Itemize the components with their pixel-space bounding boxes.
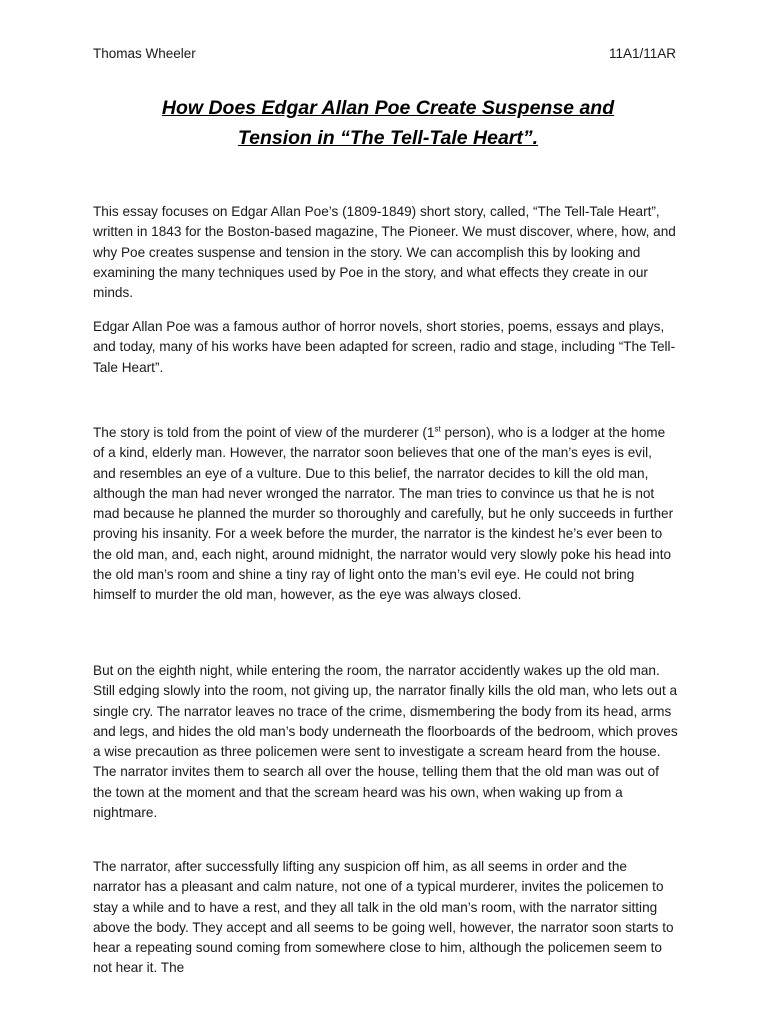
superscript-ordinal: st <box>434 424 441 434</box>
essay-title-line-2: Tension in “The Tell-Tale Heart”. <box>237 127 539 149</box>
essay-title <box>93 93 683 153</box>
paragraph-policemen <box>93 857 678 979</box>
essay-title-line-1: How Does Edgar Allan Poe Create Suspense and <box>161 97 615 119</box>
paragraph-text: Edgar Allan Poe was a famous author of horror novels, short stories, poems, essays and plays, and today, many of his works have been adapted for screen, radio and stage, including “The Tell-Tale Heart”. <box>93 319 676 375</box>
page-header <box>93 45 676 63</box>
paragraph-story-summary <box>93 423 678 606</box>
paragraph-text: This essay focuses on Edgar Allan Poe’s (1809-1849) short story, called, “The Tell-Tale Heart”, written in 1843 for the Boston-based magazine, The Pioneer. We must discover, where, how, and why Poe creates suspense and tension in the story. We can accomplish this by looking and examining the many techniques used by Poe in the story, and what effects they create in our minds. <box>93 204 676 301</box>
class-code: 11A1/11AR <box>608 46 676 61</box>
paragraph-author-background <box>93 317 678 378</box>
paragraph-text-part: person), who is a lodger at the home of a kind, elderly man. However, the narrator soon believes that one of the man’s eyes is evil, and resembles an eye of a vulture. Due to this belief, the narrator decides to kill the old man, although the man had never wronged the narrator. The man tries to convince us that he is not mad because he planned the murder so thoroughly and carefully, but he only succeeds in further proving his insanity. For a week before the murder, the narrator is the kindest he’s ever been to the old man, and, each night, around midnight, the narrator would very slowly poke his head into the old man’s room and shine a tiny ray of light onto the man’s evil eye. He could not bring himself to murder the old man, however, as the eye was always closed. <box>93 425 674 603</box>
paragraph-text <box>93 423 678 606</box>
paragraph-intro <box>93 202 678 303</box>
paragraph-text: The narrator, after successfully lifting any suspicion off him, as all seems in order and the narrator has a pleasant and calm nature, not one of a typical murderer, invites the policemen to stay a while and to have a rest, and they all talk in the old man’s room, with the narrator sitting above the body. They accept and all seems to be going well, however, the narrator soon starts to hear a repeating sound coming from somewhere close to him, although the policemen seem to not hear it. The <box>93 859 674 976</box>
paragraph-text: But on the eighth night, while entering the room, the narrator accidently wakes up the old man. Still edging slowly into the room, not giving up, the narrator finally kills the old man, who lets out a single cry. The narrator leaves no trace of the crime, dismembering the body from its head, arms and legs, and hides the old man’s body underneath the floorboards of the bedroom, which proves a wise precaution as three policemen were sent to investigate a scream heard from the house. The narrator invites them to search all over the house, telling them that the old man was out of the town at the moment and that the scream heard was his own, when waking up from a nightmare. <box>93 663 678 821</box>
author-name: Thomas Wheeler <box>93 46 196 61</box>
paragraph-text-part: The story is told from the point of view of the murderer (1 <box>93 425 435 440</box>
paragraph-eighth-night <box>93 661 678 823</box>
